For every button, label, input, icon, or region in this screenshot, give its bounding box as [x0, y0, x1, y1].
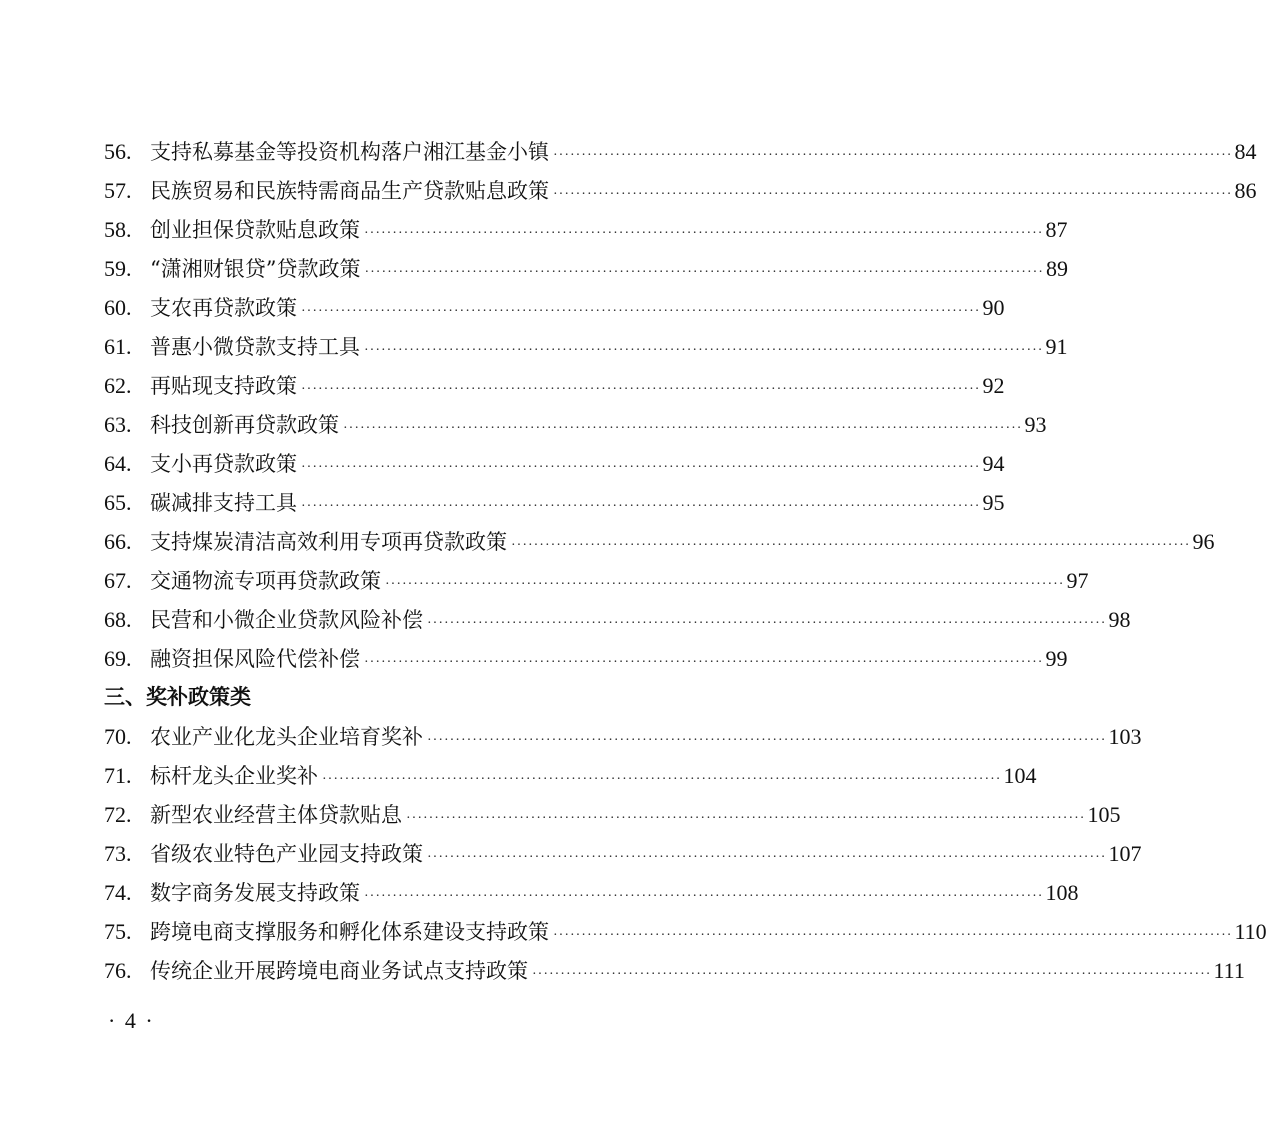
toc-entry-number: 67.	[104, 568, 132, 593]
toc-entry-title: 民族贸易和民族特需商品生产贷款贴息政策	[150, 179, 549, 203]
toc-entry-page: 99	[1045, 646, 1068, 671]
toc-entry-number: 58.	[104, 217, 132, 242]
toc-entry-page: 103	[1108, 724, 1142, 749]
dot-leader: ························································································································	[322, 772, 1002, 787]
toc-entry[interactable]	[104, 912, 1267, 951]
toc-entry-page: 108	[1045, 880, 1079, 905]
dot-leader: ························································································································	[364, 889, 1044, 904]
toc-entry-title: 民营和小微企业贷款风险补偿	[150, 608, 423, 632]
toc-entry-page: 84	[1234, 139, 1257, 164]
page-number: · 4 ·	[108, 1008, 155, 1033]
dot-leader: ························································································································	[364, 343, 1044, 358]
toc-entry-page: 90	[982, 295, 1005, 320]
toc-entry[interactable]	[104, 561, 1089, 600]
toc-entry-page: 94	[982, 451, 1005, 476]
toc-entry-number: 72.	[104, 802, 132, 827]
toc-entry[interactable]	[104, 834, 1142, 873]
toc-entry[interactable]	[104, 483, 1005, 522]
toc-entry[interactable]	[104, 405, 1047, 444]
dot-leader: ························································································································	[553, 148, 1233, 163]
toc-entry-title: 科技创新再贷款政策	[150, 413, 339, 437]
toc-entry-title: 支小再贷款政策	[150, 452, 297, 476]
toc-entry-number: 56.	[104, 139, 132, 164]
toc-entry-page: 97	[1066, 568, 1089, 593]
toc-entry[interactable]	[104, 327, 1068, 366]
toc-entry-number: 75.	[104, 919, 132, 944]
dot-leader: ························································································································	[553, 187, 1233, 202]
dot-leader: ························································································································	[406, 811, 1086, 826]
toc-entry[interactable]	[104, 951, 1245, 990]
toc-entry-title: 省级农业特色产业园支持政策	[150, 842, 423, 866]
toc-entry[interactable]	[104, 873, 1079, 912]
toc-entry-number: 66.	[104, 529, 132, 554]
dot-leader: ························································································································	[301, 304, 981, 319]
toc-entry-page: 107	[1108, 841, 1142, 866]
dot-leader: ························································································································	[511, 538, 1191, 553]
toc-entry-page: 111	[1213, 958, 1245, 983]
toc-entry-page: 98	[1108, 607, 1131, 632]
toc-entry-number: 59.	[104, 256, 132, 281]
dot-leader: ························································································································	[427, 733, 1107, 748]
toc-entry-title: 融资担保风险代偿补偿	[150, 647, 360, 671]
toc-entry[interactable]	[104, 288, 1005, 327]
toc-entry[interactable]	[104, 522, 1215, 561]
toc-entry-number: 70.	[104, 724, 132, 749]
toc-entry-title: 交通物流专项再贷款政策	[150, 569, 381, 593]
toc-entry-number: 68.	[104, 607, 132, 632]
toc-entries-group	[104, 717, 1267, 990]
toc-entry-number: 62.	[104, 373, 132, 398]
toc-entry-page: 87	[1045, 217, 1068, 242]
toc-entry[interactable]	[104, 795, 1121, 834]
toc-entry-page: 92	[982, 373, 1005, 398]
toc-entry-title: 标杆龙头企业奖补	[150, 764, 318, 788]
toc-entry-number: 76.	[104, 958, 132, 983]
toc-entry-number: 74.	[104, 880, 132, 905]
toc-entries-group	[104, 132, 1257, 678]
toc-entry-page: 110	[1234, 919, 1267, 944]
toc-entry-number: 73.	[104, 841, 132, 866]
toc-entry-number: 60.	[104, 295, 132, 320]
toc-entry-title: 数字商务发展支持政策	[150, 881, 360, 905]
toc-entry-number: 71.	[104, 763, 132, 788]
toc-entry-title: 新型农业经营主体贷款贴息	[150, 803, 402, 827]
toc-entry-page: 96	[1192, 529, 1215, 554]
toc-entry[interactable]	[104, 756, 1037, 795]
toc-entry[interactable]	[104, 171, 1257, 210]
dot-leader: ························································································································	[301, 460, 981, 475]
toc-entry[interactable]	[104, 132, 1257, 171]
toc-entry[interactable]	[104, 210, 1068, 249]
dot-leader: ························································································································	[532, 967, 1212, 982]
toc-entry-title: 支农再贷款政策	[150, 296, 297, 320]
toc-entry[interactable]	[104, 249, 1068, 288]
toc-entry-title: 传统企业开展跨境电商业务试点支持政策	[150, 959, 528, 983]
dot-leader: ························································································································	[427, 616, 1107, 631]
dot-leader: ························································································································	[301, 382, 981, 397]
dot-leader: ························································································································	[364, 265, 1044, 280]
toc-entry-page: 89	[1045, 256, 1068, 281]
toc-entry-number: 61.	[104, 334, 132, 359]
toc-entry-page: 95	[982, 490, 1005, 515]
dot-leader: ························································································································	[553, 928, 1233, 943]
toc-entry-title: 碳减排支持工具	[150, 491, 297, 515]
toc-entry[interactable]	[104, 366, 1005, 405]
toc-entry-title: 跨境电商支撑服务和孵化体系建设支持政策	[150, 920, 549, 944]
toc-entry-number: 57.	[104, 178, 132, 203]
toc-entry-title: 再贴现支持政策	[150, 374, 297, 398]
toc-entry-page: 93	[1024, 412, 1047, 437]
toc-entry-title: “潇湘财银贷”贷款政策	[150, 257, 361, 281]
toc-entry-title: 创业担保贷款贴息政策	[150, 218, 360, 242]
toc-entry-page: 86	[1234, 178, 1257, 203]
toc-entry-title: 农业产业化龙头企业培育奖补	[150, 725, 423, 749]
toc-entry-number: 64.	[104, 451, 132, 476]
toc-entry[interactable]	[104, 444, 1005, 483]
toc-entry[interactable]	[104, 639, 1068, 678]
toc-entry-number: 69.	[104, 646, 132, 671]
dot-leader: ························································································································	[364, 655, 1044, 670]
section-heading: 三、奖补政策类	[104, 685, 251, 709]
toc-entry-page: 105	[1087, 802, 1121, 827]
dot-leader: ························································································································	[427, 850, 1107, 865]
table-of-contents	[104, 132, 1267, 990]
dot-leader: ························································································································	[301, 499, 981, 514]
dot-leader: ························································································································	[364, 226, 1044, 241]
toc-entry-number: 63.	[104, 412, 132, 437]
toc-entry-title: 普惠小微贷款支持工具	[150, 335, 360, 359]
toc-entry[interactable]	[104, 600, 1131, 639]
toc-entry-number: 65.	[104, 490, 132, 515]
toc-entry-page: 91	[1045, 334, 1068, 359]
toc-entry-title: 支持私募基金等投资机构落户湘江基金小镇	[150, 140, 549, 164]
toc-entry-page: 104	[1003, 763, 1037, 788]
dot-leader: ························································································································	[343, 421, 1023, 436]
toc-entry[interactable]	[104, 717, 1142, 756]
dot-leader: ························································································································	[385, 577, 1065, 592]
toc-entry-title: 支持煤炭清洁高效利用专项再贷款政策	[150, 530, 507, 554]
